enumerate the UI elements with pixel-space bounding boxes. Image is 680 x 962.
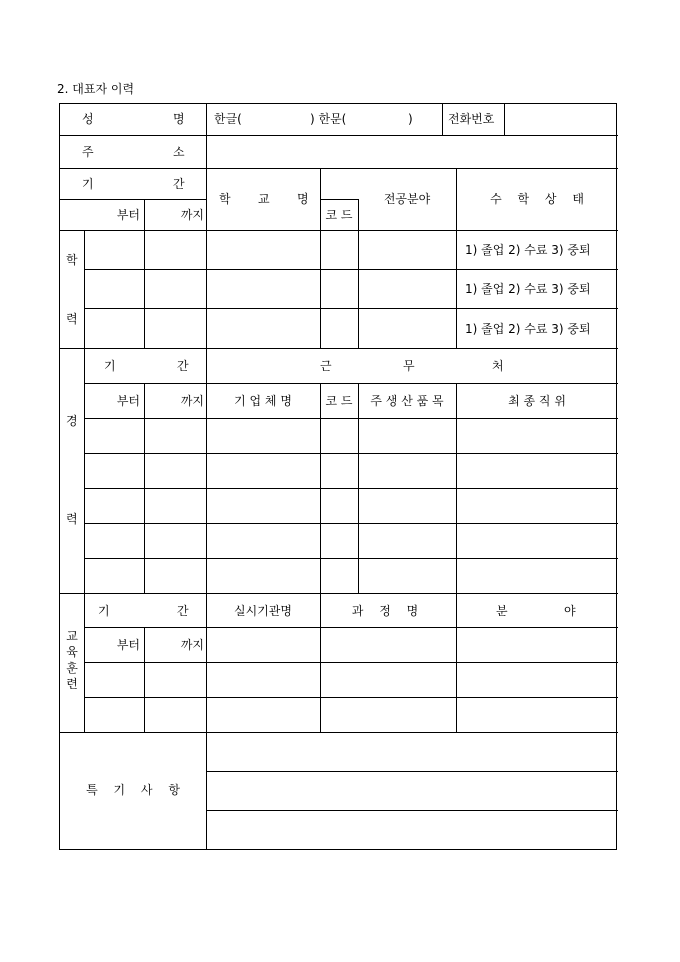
- school-label-1: 학: [219, 192, 231, 206]
- row-line: [60, 348, 618, 349]
- col-line: [320, 383, 321, 593]
- row-line: [84, 662, 618, 663]
- row-line: [60, 732, 618, 733]
- col-line: [358, 199, 359, 348]
- study-status-label: 수 학 상 태: [490, 192, 590, 206]
- col-line: [206, 104, 207, 732]
- row-line: [60, 135, 618, 136]
- row-line: [320, 199, 358, 200]
- edu-code-label: 코 드: [325, 208, 353, 222]
- address-label-1: 주: [82, 145, 94, 159]
- remarks-label: 특 기 사 항: [86, 783, 186, 797]
- career-period-label-1: 기: [104, 359, 116, 373]
- field-label-1: 분: [496, 604, 508, 618]
- career-from-label: 부터: [116, 394, 140, 408]
- school-label-2: 교: [258, 192, 270, 206]
- major-label: 전공분야: [383, 192, 431, 206]
- workplace-label-2: 무: [403, 359, 415, 373]
- career-code-label: 코 드: [325, 394, 353, 408]
- field-label-2: 야: [564, 604, 576, 618]
- career-side-label-2: 력: [66, 512, 78, 526]
- edu-period-label-1: 기: [82, 177, 94, 191]
- career-side-label-1: 경: [66, 414, 78, 428]
- edu-side-label-2: 력: [66, 312, 78, 326]
- career-period-label-2: 간: [177, 359, 189, 373]
- col-line: [144, 230, 145, 348]
- name-label-2: 명: [173, 112, 185, 126]
- col-line: [320, 168, 321, 348]
- workplace-label-3: 처: [492, 359, 504, 373]
- edu-to-label: 까지: [180, 208, 204, 222]
- row-line: [84, 308, 618, 309]
- edu-row2-status: 1) 졸업 2) 수료 3) 중퇴: [465, 282, 591, 296]
- col-line: [456, 168, 457, 348]
- section-title: 2. 대표자 이력: [57, 82, 135, 96]
- row-line: [60, 168, 618, 169]
- edu-row1-status: 1) 졸업 2) 수료 3) 중퇴: [465, 243, 591, 257]
- name-label-1: 성: [82, 112, 94, 126]
- row-line: [84, 697, 618, 698]
- col-line: [144, 383, 145, 593]
- hanja-name-field: ) 한문(: [310, 112, 347, 126]
- row-line: [84, 558, 618, 559]
- row-line: [60, 199, 206, 200]
- address-label-2: 소: [173, 145, 185, 159]
- col-line: [442, 104, 443, 135]
- row-line: [84, 627, 618, 628]
- edu-period-label-2: 간: [173, 177, 185, 191]
- training-side-label: 교육훈련: [66, 629, 78, 691]
- row-line: [84, 488, 618, 489]
- col-line: [320, 593, 321, 732]
- edu-from-label: 부터: [116, 208, 140, 222]
- row-line: [84, 383, 618, 384]
- edu-side-label-1: 학: [66, 253, 78, 267]
- row-line: [206, 771, 618, 772]
- course-label: 과 정 명: [351, 604, 425, 618]
- workplace-label-1: 근: [320, 359, 332, 373]
- training-from-label: 부터: [116, 638, 140, 652]
- row-line: [206, 810, 618, 811]
- col-line: [456, 593, 457, 732]
- row-line: [84, 523, 618, 524]
- final-position-label: 최 종 직 위: [508, 394, 566, 408]
- col-line: [84, 230, 85, 732]
- col-line: [206, 732, 207, 849]
- phone-label: 전화번호: [448, 112, 495, 126]
- company-label: 기 업 체 명: [234, 394, 292, 408]
- col-line: [144, 627, 145, 732]
- hanja-close-paren: ): [408, 112, 413, 126]
- career-to-label: 까지: [180, 394, 204, 408]
- school-label-3: 명: [297, 192, 309, 206]
- col-line: [504, 104, 505, 135]
- training-period-label-2: 간: [177, 604, 189, 618]
- institution-label: 실시기관명: [234, 604, 292, 618]
- col-line: [358, 383, 359, 593]
- training-to-label: 까지: [180, 638, 204, 652]
- col-line: [456, 383, 457, 593]
- row-line: [84, 418, 618, 419]
- edu-row3-status: 1) 졸업 2) 수료 3) 중퇴: [465, 322, 591, 336]
- resume-form: [59, 103, 617, 850]
- col-line: [144, 199, 145, 230]
- row-line: [84, 453, 618, 454]
- row-line: [84, 269, 618, 270]
- training-period-label-1: 기: [98, 604, 110, 618]
- row-line: [60, 593, 618, 594]
- hangul-name-field: 한글(: [214, 112, 242, 126]
- main-product-label: 주 생 산 품 목: [370, 394, 444, 408]
